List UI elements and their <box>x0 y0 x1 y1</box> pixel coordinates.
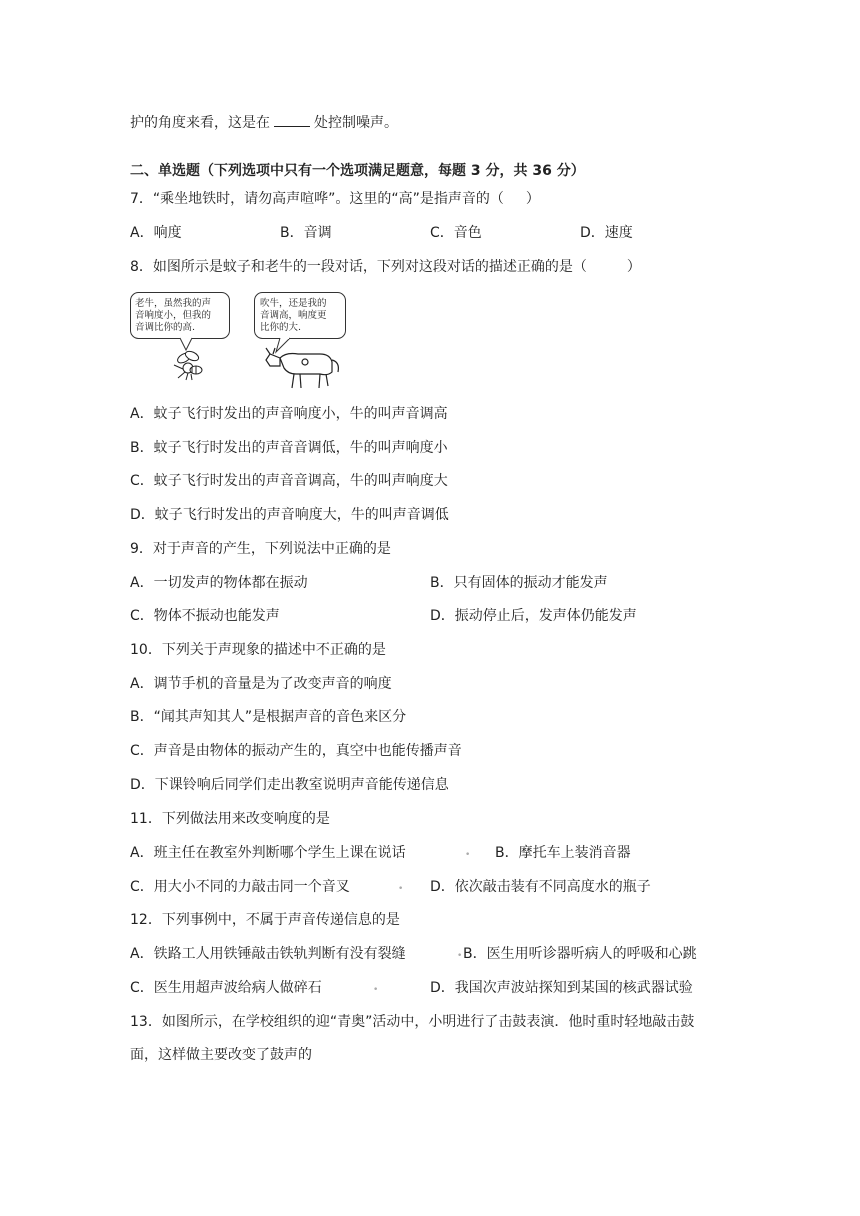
question-7-stem-close: ） <box>525 191 540 207</box>
dialogue-figure <box>130 292 350 392</box>
q12-option-d[interactable]: D．我国次声波站探知到某国的核武器试验 <box>430 980 693 996</box>
scan-dot-mark: • <box>465 850 471 860</box>
q11-option-c[interactable]: C．用大小不同的力敲击同一个音叉 <box>130 879 350 895</box>
answer-blank[interactable] <box>274 112 310 127</box>
continuation-text-before: 护的角度来看，这是在 <box>130 115 270 131</box>
question-9-stem: 9．对于声音的产生，下列说法中正确的是 <box>130 541 391 557</box>
q9-option-b[interactable]: B．只有固体的振动才能发声 <box>430 575 608 591</box>
section-title: 二、单选题（下列选项中只有一个选项满足题意，每题 3 分，共 36 分） <box>130 163 585 179</box>
bubble-right-line-2: 音调高，响度更 <box>260 310 327 321</box>
q8-option-b[interactable]: B．蚊子飞行时发出的声音音调低，牛的叫声响度小 <box>130 440 448 456</box>
q10-option-d[interactable]: D．下课铃响后同学们走出教室说明声音能传递信息 <box>130 777 449 793</box>
question-12-stem: 12．下列事例中，不属于声音传递信息的是 <box>130 912 400 928</box>
scan-dot-mark: • <box>373 985 379 995</box>
continuation-line <box>130 112 398 133</box>
question-11-stem: 11．下列做法用来改变响度的是 <box>130 811 330 827</box>
q7-option-c[interactable]: C．音色 <box>430 225 482 241</box>
q8-option-c[interactable]: C．蚊子飞行时发出的声音音调高，牛的叫声响度大 <box>130 473 448 489</box>
continuation-text-after: 处控制噪声。 <box>314 115 398 131</box>
bubble-left-line-1: 老牛，虽然我的声 <box>135 298 212 309</box>
bubble-left-line-3: 音调比你的高. <box>135 322 196 333</box>
cow-icon <box>266 348 338 388</box>
bubble-right-line-1: 吹牛，还是我的 <box>260 298 327 309</box>
q12-option-a[interactable]: A．铁路工人用铁锤敲击铁轨判断有没有裂缝 <box>130 946 406 962</box>
q10-option-b[interactable]: B．“闻其声知其人”是根据声音的音色来区分 <box>130 709 407 725</box>
q9-option-d[interactable]: D．振动停止后，发声体仍能发声 <box>430 608 637 624</box>
question-13-stem-line-1: 13．如图所示，在学校组织的迎“青奥”活动中，小明进行了击鼓表演．他时重时轻地敲击鼓 <box>130 1014 695 1030</box>
q9-option-a[interactable]: A．一切发声的物体都在振动 <box>130 575 308 591</box>
mosquito-icon <box>174 349 202 380</box>
question-8-stem <box>130 257 641 277</box>
q8-option-a[interactable]: A．蚊子飞行时发出的声音响度小，牛的叫声音调高 <box>130 406 448 422</box>
q7-option-b[interactable]: B．音调 <box>280 225 332 241</box>
scan-dot-mark: • <box>398 884 404 894</box>
scan-dot-mark: • <box>457 951 463 961</box>
speech-bubble-right-tail <box>276 338 290 352</box>
bubble-left-line-2: 音响度小，但我的 <box>135 310 212 321</box>
q10-option-c[interactable]: C．声音是由物体的振动产生的，真空中也能传播声音 <box>130 743 462 759</box>
q11-option-a[interactable]: A．班主任在教室外判断哪个学生上课在说话 <box>130 845 406 861</box>
q10-option-a[interactable]: A．调节手机的音量是为了改变声音的响度 <box>130 676 392 692</box>
question-8-stem-close: ） <box>626 259 641 275</box>
speech-bubble-left-tail <box>180 338 192 350</box>
mosquito-cow-illustration <box>130 292 350 392</box>
question-7-stem-text: 7．“乘坐地铁时，请勿高声喧哗”。这里的“高”是指声音的（ <box>130 191 504 207</box>
q12-option-b[interactable]: B．医生用听诊器听病人的呼吸和心跳 <box>463 946 697 962</box>
bubble-right-line-3: 比你的大. <box>260 322 302 333</box>
question-7-stem <box>130 189 540 209</box>
q7-option-d[interactable]: D．速度 <box>580 225 633 241</box>
question-10-stem: 10．下列关于声现象的描述中不正确的是 <box>130 642 386 658</box>
q12-option-c[interactable]: C．医生用超声波给病人做碎石 <box>130 980 322 996</box>
q9-option-c[interactable]: C．物体不振动也能发声 <box>130 608 280 624</box>
q7-option-a[interactable]: A．响度 <box>130 225 182 241</box>
question-8-stem-text: 8．如图所示是蚊子和老牛的一段对话，下列对这段对话的描述正确的是（ <box>130 259 587 275</box>
q8-option-d[interactable]: D．蚊子飞行时发出的声音响度大，牛的叫声音调低 <box>130 507 449 523</box>
question-13-stem-line-2: 面，这样做主要改变了鼓声的 <box>130 1047 312 1063</box>
q11-option-d[interactable]: D．依次敲击装有不同高度水的瓶子 <box>430 879 651 895</box>
q11-option-b[interactable]: B．摩托车上装消音器 <box>495 845 631 861</box>
